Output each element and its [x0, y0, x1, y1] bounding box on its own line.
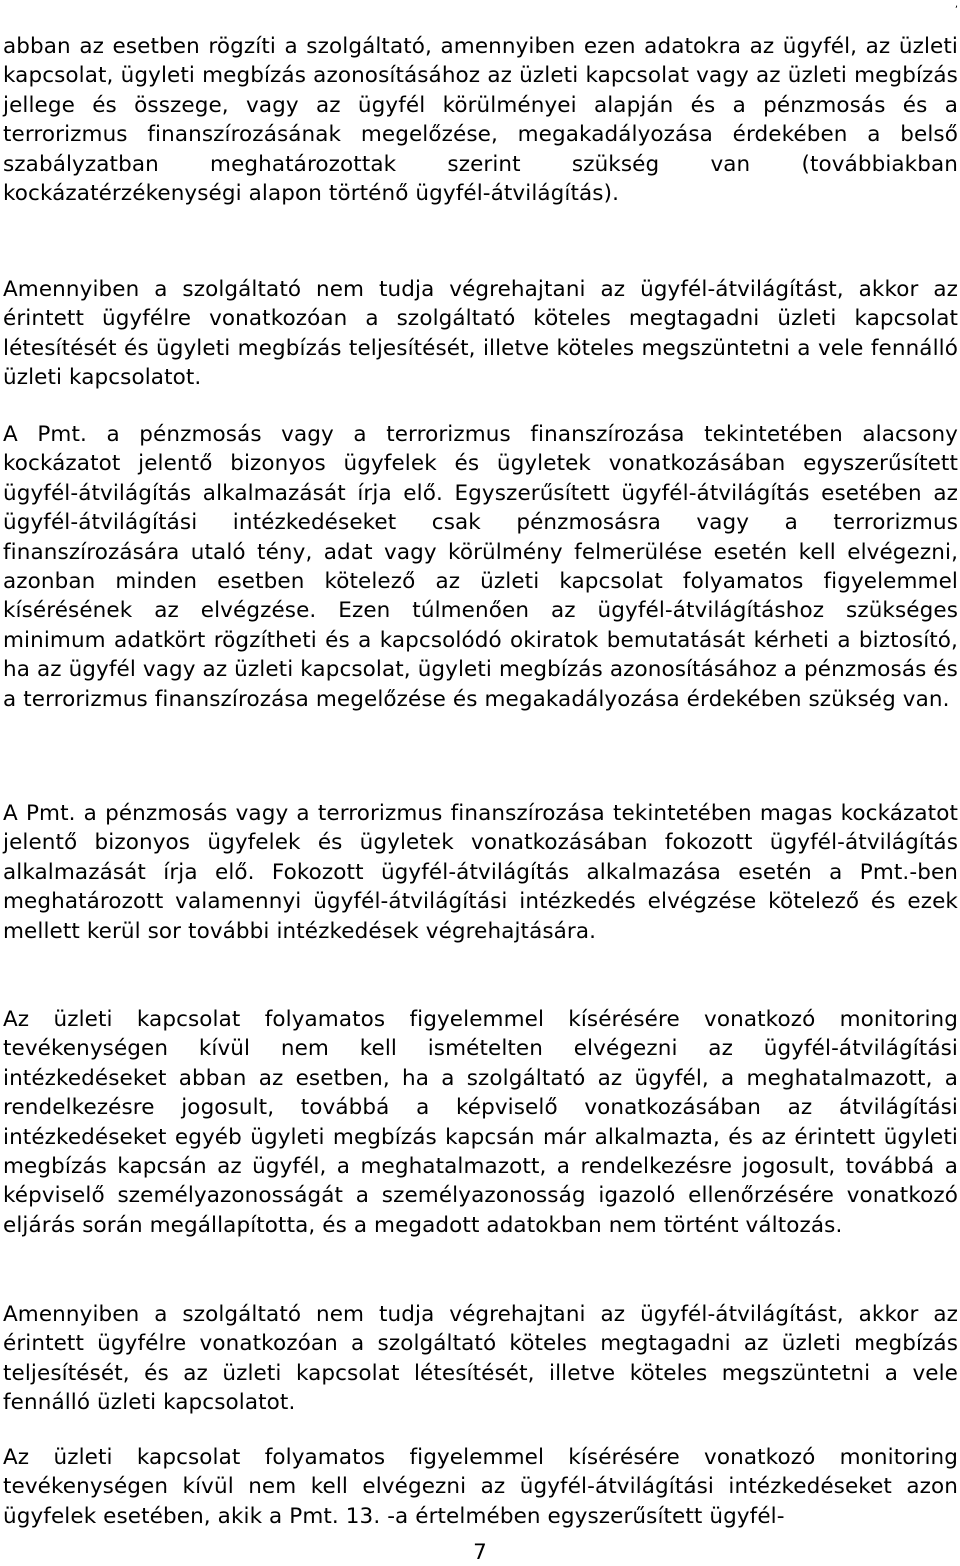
- paragraph-due-diligence-refusal-repeat: Amennyiben a szolgáltató nem tudja végrehajtani az ügyfél-átvilágítást, akkor az érintett ügyfélre vonatkozóan a szolgáltató köteles megtagadni az üzleti megbízás teljesítését, és az üzleti kapcsolat létesítését, illetve köteles megszüntetni a vele fennálló üzleti kapcsolatot.: [3, 1302, 958, 1416]
- page-number: 7: [473, 1540, 487, 1565]
- paragraph-simplified-due-diligence: A Pmt. a pénzmosás vagy a terrorizmus finanszírozása tekintetében alacsony kockázatot jelentő bizonyos ügyfelek és ügyletek vonatkozásában egyszerűsített ügyfél-átvilágítás alkalmazását írja elő. Egyszerűsített ügyfél-átvilágítás esetében az ügyfél-átvilágítási intézkedéseket csak pénzmosásra vagy a terrorizmus finanszírozására utaló tény, adat vagy körülmény felmerülése esetén kell elvégezni, azonban minden esetben kötelező az üzleti kapcsolat folyamatos figyelemmel kísérésének az elvégzése. Ezen túlmenően az ügyfél-átvilágításhoz szükséges minimum adatkört rögzítheti és a kapcsolódó okiratok bemutatását kérheti a biztosító, ha az ügyfél vagy az üzleti kapcsolat, ügyleti megbízás azonosításához a pénzmosás és a terrorizmus finanszírozása megelőzése és megakadályozása érdekében szükség van.: [3, 422, 958, 712]
- paragraph-enhanced-due-diligence: A Pmt. a pénzmosás vagy a terrorizmus finanszírozása tekintetében magas kockázatot jelentő bizonyos ügyfelek és ügyletek vonatkozásában fokozott ügyfél-átvilágítás alkalmazását írja elő. Fokozott ügyfél-átvilágítás alkalmazása esetén a Pmt.-ben meghatározott valamennyi ügyfél-átvilágítási intézkedés elvégzése kötelező és ezek mellett kerül sor további intézkedések végrehajtására.: [3, 801, 958, 944]
- paragraph-monitoring-simplified: Az üzleti kapcsolat folyamatos figyelemmel kísérésére vonatkozó monitoring tevékenységen kívül nem kell elvégezni az ügyfél-átvilágítási intézkedéseket azon ügyfelek esetében, akik a Pmt. 13. -a értelmében egyszerűsített ügyfél-: [3, 1445, 958, 1529]
- paragraph-risk-based-due-diligence: abban az esetben rögzíti a szolgáltató, amennyiben ezen adatokra az ügyfél, az üzleti kapcsolat, ügyleti megbízás azonosításához az üzleti kapcsolat vagy az üzleti megbízás jellege és összege, vagy az ügyfél körülményei alapján és a pénzmosás és a terrorizmus finanszírozásának megelőzése, megakadályozása érdekében a belső szabályzatban meghatározottak szerint szükség van (továbbiakban kockázatérzékenységi alapon történő ügyfél-átvilágítás).: [3, 34, 958, 207]
- paragraph-monitoring-exemption: Az üzleti kapcsolat folyamatos figyelemmel kísérésére vonatkozó monitoring tevékenységen kívül nem kell ismételten elvégezni az ügyfél-átvilágítási intézkedéseket abban az esetben, ha a szolgáltató az ügyfél, a meghatalmazott, a rendelkezésre jogosult, továbbá a képviselő vonatkozásában az átvilágítási intézkedéseket egyéb ügyleti megbízás kapcsán már alkalmazta, és az érintett ügyleti megbízás kapcsán az ügyfél, a meghatalmazott, a rendelkezésre jogosult, továbbá a képviselő személyazonosságát a személyazonosság igazoló ellenőrzésére vonatkozó eljárás során megállapította, és a megadott adatokban nem történt változás.: [3, 1007, 958, 1238]
- corner-mark: ,: [954, 0, 958, 10]
- paragraph-due-diligence-refusal: Amennyiben a szolgáltató nem tudja végrehajtani az ügyfél-átvilágítást, akkor az érintett ügyfélre vonatkozóan a szolgáltató köteles megtagadni üzleti kapcsolat létesítését és ügyleti megbízás teljesítését, illetve köteles megszüntetni a vele fennálló üzleti kapcsolatot.: [3, 277, 958, 391]
